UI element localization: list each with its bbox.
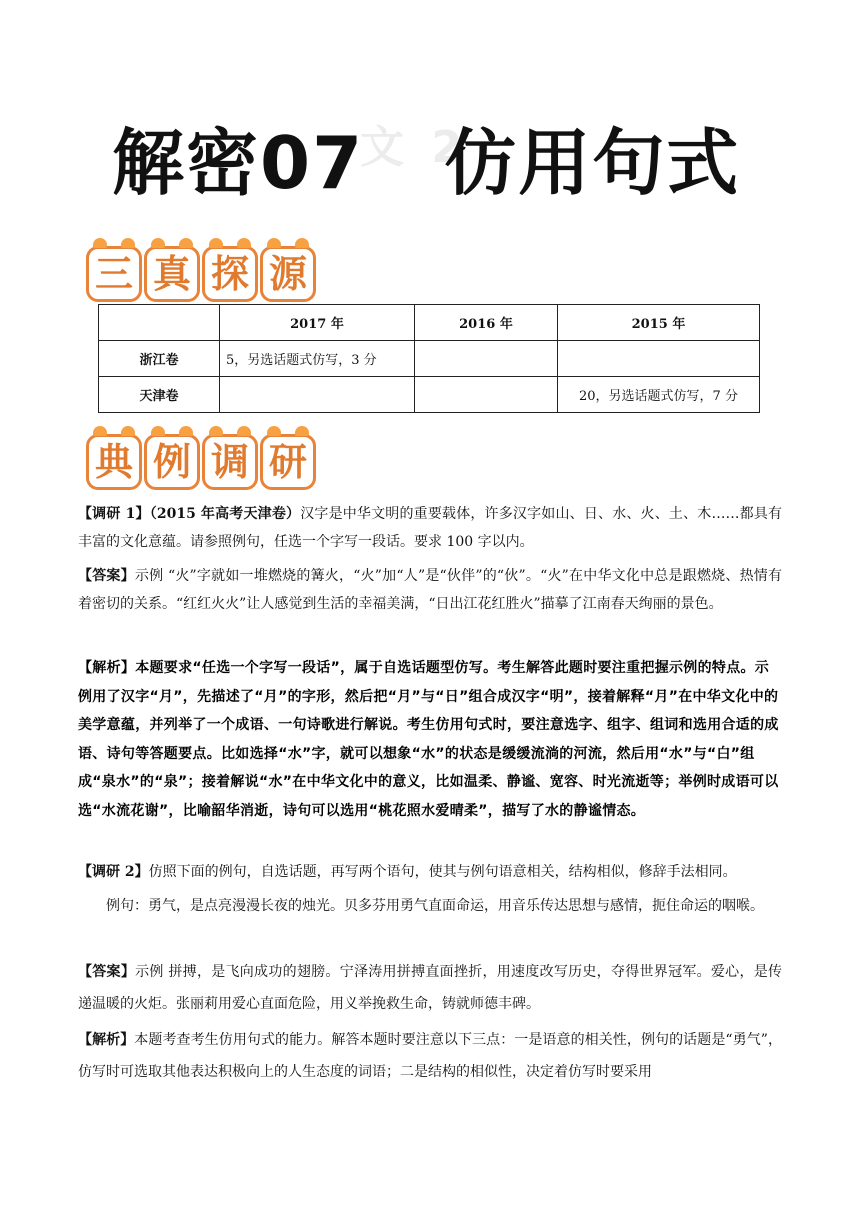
banner-char: 研 bbox=[260, 434, 316, 490]
question-1 bbox=[78, 500, 782, 556]
table-cell: 浙江卷 bbox=[99, 341, 220, 377]
answer-1-text: 示例 “火”字就如一堆燃烧的篝火，“火”加“人”是“伙伴”的“伙”。“火”在中华文化中总是跟燃烧、热情有着密切的关系。“红红火火”让人感觉到生活的幸福美满，“日出江花红胜火”描摹了江南春天绚丽的景色。 bbox=[78, 568, 783, 612]
analysis-1 bbox=[78, 654, 782, 850]
title-part2: 仿用句式 bbox=[444, 121, 741, 205]
analysis-2 bbox=[78, 1024, 782, 1088]
question-2-text: 仿照下面的例句，自选话题，再写两个语句，使其与例句语意相关，结构相似，修辞手法相同。 bbox=[148, 864, 737, 880]
answer-2 bbox=[78, 956, 782, 1020]
banner-char: 源 bbox=[260, 246, 316, 302]
table-header-cell: 2015 年 bbox=[558, 305, 760, 341]
title-part1: 解密07 bbox=[112, 121, 365, 205]
banner-char: 真 bbox=[144, 246, 200, 302]
section-banner-dianli bbox=[86, 424, 316, 488]
question-2-example: 例句：勇气，是点亮漫漫长夜的烛光。贝多芬用勇气直面命运，用音乐传达思想与感情，扼住命运的咽喉。 bbox=[106, 898, 764, 914]
table-cell: 5，另选话题式仿写，3 分 bbox=[220, 341, 415, 377]
table-cell: 20，另选话题式仿写，7 分 bbox=[558, 377, 760, 413]
section-banner-sanzhen bbox=[86, 236, 316, 300]
banner-char: 三 bbox=[86, 246, 142, 302]
answer-2-label: 【答案】 bbox=[78, 964, 136, 980]
table-row bbox=[99, 341, 760, 377]
page-title bbox=[112, 118, 772, 208]
banner-char: 例 bbox=[144, 434, 200, 490]
table-header-row bbox=[99, 305, 760, 341]
answer-2-text: 示例 拼搏，是飞向成功的翅膀。宁泽涛用拼搏直面挫折，用速度改写历史，夺得世界冠军。爱心，是传递温暖的火炬。张丽莉用爱心直面危险，用义举挽救生命，铸就师德丰碑。 bbox=[78, 964, 782, 1012]
table-header-cell bbox=[99, 305, 220, 341]
answer-1 bbox=[78, 562, 782, 618]
banner-char: 调 bbox=[202, 434, 258, 490]
question-2 bbox=[78, 858, 782, 886]
table-header-cell: 2016 年 bbox=[415, 305, 558, 341]
exam-table bbox=[98, 304, 760, 413]
analysis-2-label: 【解析】 bbox=[78, 1032, 135, 1048]
table-row bbox=[99, 377, 760, 413]
analysis-1-label: 【解析】 bbox=[78, 660, 136, 676]
analysis-1-text: 本题要求“任选一个字写一段话”，属于自选话题型仿写。考生解答此题时要注重把握示例的特点。示例用了汉字“月”，先描述了“月”的字形，然后把“月”与“日”组合成汉字“明”，接着解释“月”在中华文化中的美学意蕴，并列举了一个成语、一句诗歌进行解说。考生仿用句式时，要注意选字、组字、组词和选用合适的成语、诗句等答题要点。比如选择“水”字，就可以想象“水”的状态是缓缓流淌的河流，然后用“水”与“白”组成“泉水”的“泉”；接着解说“水”在中华文化中的意义，比如温柔、静谧、宽容、时光流逝等；举例时成语可以选“水流花谢”，比喻韶华消逝，诗句可以选用“桃花照水爱晴柔”，描写了水的静谧情态。 bbox=[78, 660, 779, 819]
table-cell: 天津卷 bbox=[99, 377, 220, 413]
question-2-label: 【调研 2】 bbox=[78, 864, 149, 880]
table-cell bbox=[415, 341, 558, 377]
analysis-2-text: 本题考查考生仿用句式的能力。解答本题时要注意以下三点：一是语意的相关性，例句的话题是“勇气”，仿写时可选取其他表达积极向上的人生态度的词语；二是结构的相似性，决定着仿写时要采用 bbox=[78, 1032, 783, 1080]
question-1-text: 汉字是中华文明的重要载体，许多汉字如山、日、水、火、土、木……都具有丰富的文化意蕴。请参照例句，任选一个字写一段话。要求 100 字以内。 bbox=[78, 506, 783, 550]
table-cell bbox=[220, 377, 415, 413]
answer-1-label: 【答案】 bbox=[78, 568, 135, 584]
question-1-label: 【调研 1】 bbox=[78, 506, 150, 522]
table-header-cell: 2017 年 bbox=[220, 305, 415, 341]
table-cell bbox=[415, 377, 558, 413]
banner-char: 探 bbox=[202, 246, 258, 302]
question-1-source: （2015 年高考天津卷） bbox=[149, 506, 301, 522]
title-watermark: 文 2 bbox=[360, 122, 468, 173]
table-cell bbox=[558, 341, 760, 377]
banner-char: 典 bbox=[86, 434, 142, 490]
